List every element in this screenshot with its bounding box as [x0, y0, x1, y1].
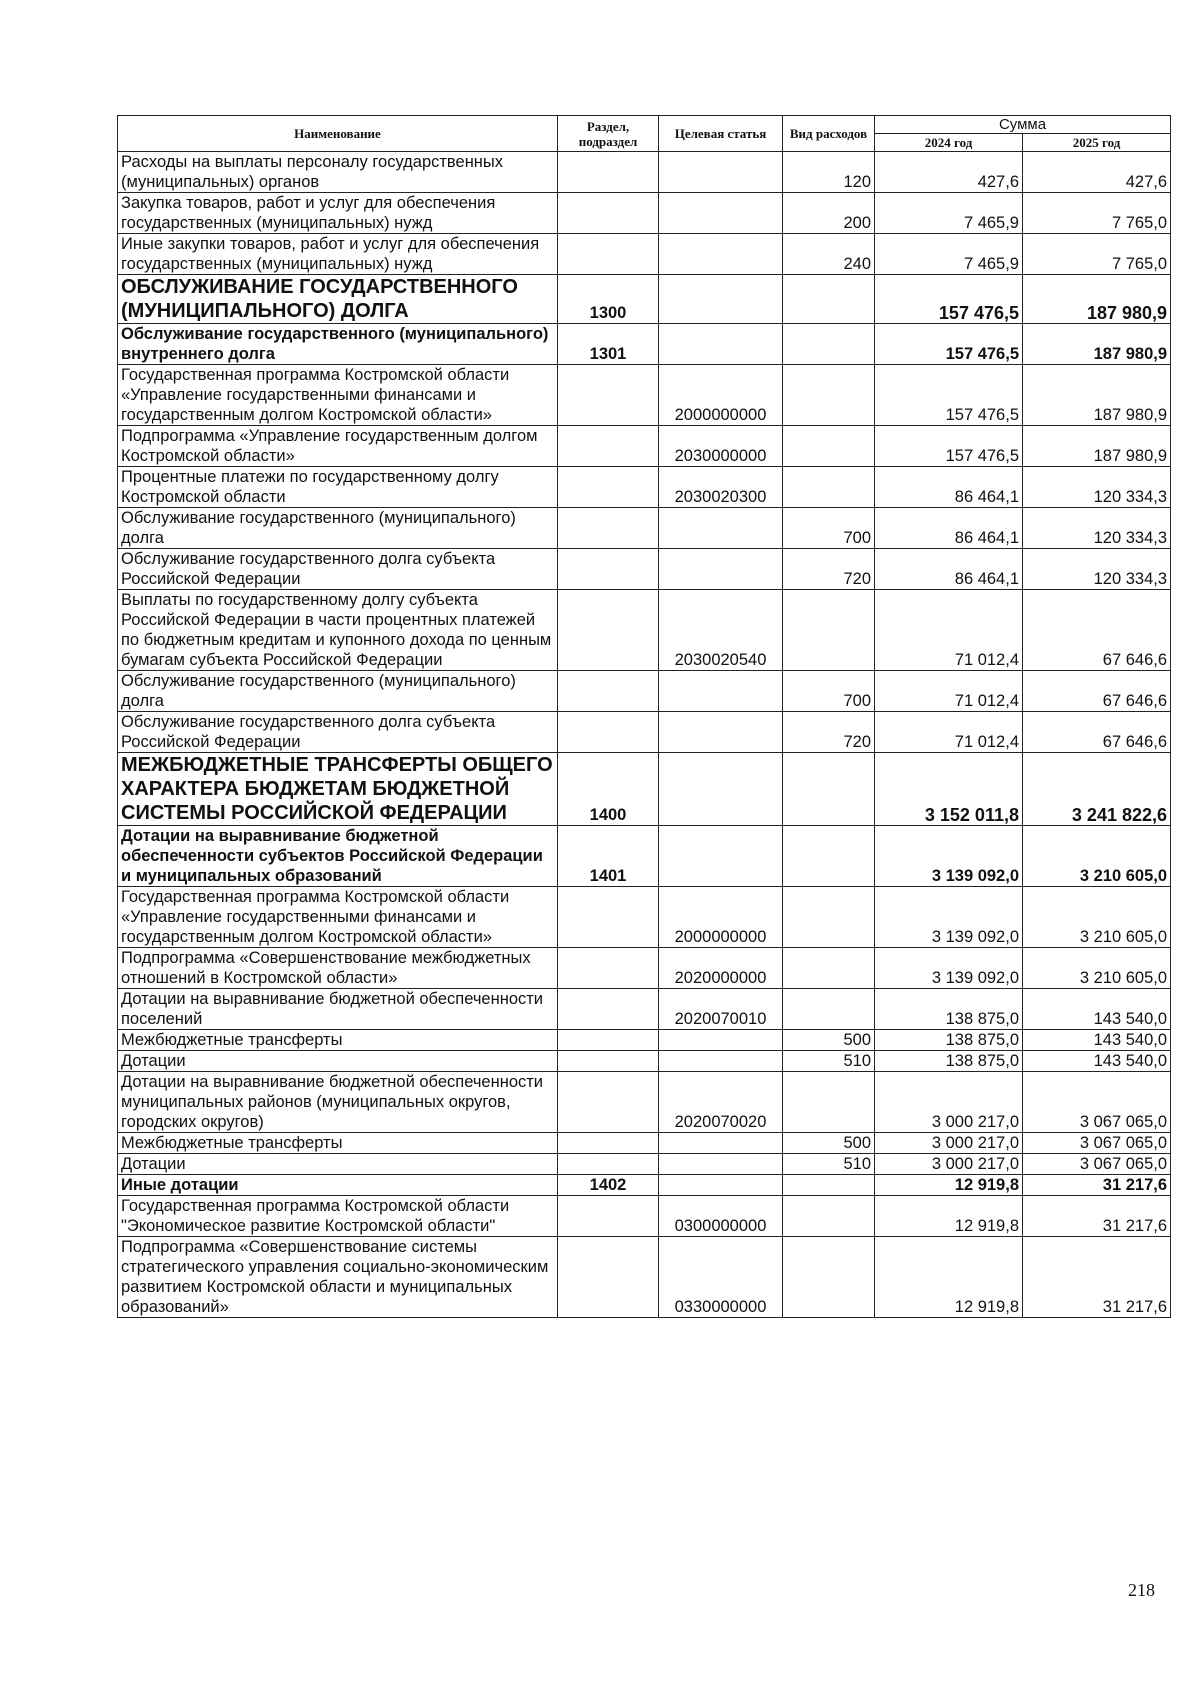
row-sum-2025: 3 067 065,0: [1023, 1154, 1171, 1175]
row-sum-2025: 3 210 605,0: [1023, 826, 1171, 887]
row-section: [558, 467, 659, 508]
row-section: [558, 989, 659, 1030]
table-row: [118, 508, 1171, 549]
row-sum-2025: 143 540,0: [1023, 1051, 1171, 1072]
row-sum-2025: 67 646,6: [1023, 712, 1171, 753]
row-sum-2024: 3 000 217,0: [875, 1154, 1023, 1175]
row-name: Закупка товаров, работ и услуг для обеспечения государственных (муниципальных) нужд: [118, 193, 558, 234]
row-sum-2024: 86 464,1: [875, 467, 1023, 508]
row-name: Дотации: [118, 1051, 558, 1072]
table-row: [118, 826, 1171, 887]
row-section: [558, 671, 659, 712]
table-row: [118, 887, 1171, 948]
header-sum: Сумма: [875, 116, 1171, 134]
row-sum-2025: 187 980,9: [1023, 426, 1171, 467]
row-name: Дотации на выравнивание бюджетной обеспеченности субъектов Российской Федерации и муниципальных образований: [118, 826, 558, 887]
row-section: [558, 1030, 659, 1051]
header-expense-type: Вид расходов: [783, 116, 875, 152]
row-target: [659, 1051, 783, 1072]
row-sum-2024: 157 476,5: [875, 426, 1023, 467]
row-name: Обслуживание государственного долга субъекта Российской Федерации: [118, 712, 558, 753]
row-sum-2025: 120 334,3: [1023, 467, 1171, 508]
row-sum-2025: 67 646,6: [1023, 590, 1171, 671]
table-row: [118, 753, 1171, 826]
row-section: 1401: [558, 826, 659, 887]
row-name: ОБСЛУЖИВАНИЕ ГОСУДАРСТВЕННОГО (МУНИЦИПАЛЬНОГО) ДОЛГА: [118, 275, 558, 324]
table-row: [118, 426, 1171, 467]
row-expense-type: 510: [783, 1051, 875, 1072]
row-sum-2024: 71 012,4: [875, 712, 1023, 753]
row-expense-type: [783, 753, 875, 826]
row-sum-2025: 3 241 822,6: [1023, 753, 1171, 826]
row-sum-2024: 12 919,8: [875, 1175, 1023, 1196]
row-expense-type: 500: [783, 1133, 875, 1154]
row-section: [558, 234, 659, 275]
table-row: [118, 1154, 1171, 1175]
row-target: 2030020300: [659, 467, 783, 508]
row-target: 2000000000: [659, 365, 783, 426]
row-sum-2025: 3 210 605,0: [1023, 948, 1171, 989]
row-sum-2025: 187 980,9: [1023, 324, 1171, 365]
table-row: [118, 234, 1171, 275]
row-section: 1400: [558, 753, 659, 826]
row-name: Государственная программа Костромской области «Управление государственными финансами и государственным долгом Костромской области»: [118, 887, 558, 948]
row-sum-2024: 7 465,9: [875, 234, 1023, 275]
row-section: [558, 590, 659, 671]
row-sum-2025: 67 646,6: [1023, 671, 1171, 712]
row-sum-2024: 71 012,4: [875, 671, 1023, 712]
row-expense-type: 720: [783, 712, 875, 753]
row-target: 2000000000: [659, 887, 783, 948]
table-header-row: [118, 116, 1171, 134]
row-target: 0300000000: [659, 1196, 783, 1237]
table-row: [118, 324, 1171, 365]
row-name: Государственная программа Костромской области «Управление государственными финансами и государственным долгом Костромской области»: [118, 365, 558, 426]
row-expense-type: [783, 426, 875, 467]
row-target: [659, 508, 783, 549]
row-target: [659, 1154, 783, 1175]
table-row: [118, 152, 1171, 193]
row-target: [659, 1175, 783, 1196]
row-section: [558, 1051, 659, 1072]
row-section: [558, 193, 659, 234]
row-target: 2020000000: [659, 948, 783, 989]
row-sum-2025: 7 765,0: [1023, 234, 1171, 275]
table-row: [118, 193, 1171, 234]
row-sum-2025: 120 334,3: [1023, 508, 1171, 549]
row-sum-2025: 31 217,6: [1023, 1196, 1171, 1237]
row-target: 2020070010: [659, 989, 783, 1030]
row-expense-type: 500: [783, 1030, 875, 1051]
row-target: [659, 712, 783, 753]
row-sum-2025: 187 980,9: [1023, 275, 1171, 324]
row-sum-2025: 120 334,3: [1023, 549, 1171, 590]
row-target: [659, 753, 783, 826]
row-expense-type: [783, 948, 875, 989]
row-target: [659, 671, 783, 712]
row-sum-2025: 7 765,0: [1023, 193, 1171, 234]
row-target: [659, 1030, 783, 1051]
row-section: [558, 887, 659, 948]
row-expense-type: 700: [783, 508, 875, 549]
row-sum-2025: 3 067 065,0: [1023, 1072, 1171, 1133]
table-row: [118, 590, 1171, 671]
row-expense-type: [783, 1175, 875, 1196]
header-year-2025: 2025 год: [1023, 134, 1171, 152]
row-section: [558, 1196, 659, 1237]
row-expense-type: 240: [783, 234, 875, 275]
row-expense-type: [783, 1196, 875, 1237]
row-target: [659, 193, 783, 234]
row-section: [558, 948, 659, 989]
row-sum-2024: 138 875,0: [875, 1030, 1023, 1051]
row-expense-type: [783, 590, 875, 671]
row-expense-type: [783, 1072, 875, 1133]
header-target: Целевая статья: [659, 116, 783, 152]
row-name: Обслуживание государственного (муниципального) внутреннего долга: [118, 324, 558, 365]
row-name: Обслуживание государственного (муниципального) долга: [118, 671, 558, 712]
row-sum-2024: 86 464,1: [875, 508, 1023, 549]
row-expense-type: [783, 826, 875, 887]
row-section: 1301: [558, 324, 659, 365]
row-sum-2025: 143 540,0: [1023, 989, 1171, 1030]
row-sum-2025: 3 210 605,0: [1023, 887, 1171, 948]
table-row: [118, 549, 1171, 590]
row-sum-2024: 3 000 217,0: [875, 1072, 1023, 1133]
row-sum-2024: 138 875,0: [875, 989, 1023, 1030]
table-row: [118, 712, 1171, 753]
table-row: [118, 1196, 1171, 1237]
header-section: Раздел, подраздел: [558, 116, 659, 152]
row-sum-2024: 138 875,0: [875, 1051, 1023, 1072]
row-sum-2024: 3 152 011,8: [875, 753, 1023, 826]
row-name: Процентные платежи по государственному долгу Костромской области: [118, 467, 558, 508]
page-number: 218: [1128, 1580, 1155, 1600]
row-sum-2024: 157 476,5: [875, 324, 1023, 365]
row-name: Расходы на выплаты персоналу государственных (муниципальных) органов: [118, 152, 558, 193]
row-expense-type: [783, 989, 875, 1030]
row-section: [558, 1154, 659, 1175]
row-expense-type: [783, 887, 875, 948]
row-name: Выплаты по государственному долгу субъекта Российской Федерации в части процентных платежей по бюджетным кредитам и купонного дохода по ценным бумагам субъекта Российской Федерации: [118, 590, 558, 671]
row-section: 1402: [558, 1175, 659, 1196]
row-sum-2024: 427,6: [875, 152, 1023, 193]
row-sum-2024: 12 919,8: [875, 1196, 1023, 1237]
row-expense-type: [783, 467, 875, 508]
row-target: 2020070020: [659, 1072, 783, 1133]
row-sum-2024: 3 139 092,0: [875, 826, 1023, 887]
row-name: Подпрограмма «Совершенствование системы стратегического управления социально-экономическим развитием Костромской области и муниципальных образований»: [118, 1237, 558, 1318]
row-sum-2025: 31 217,6: [1023, 1175, 1171, 1196]
table-row: [118, 989, 1171, 1030]
row-section: [558, 549, 659, 590]
row-name: Дотации на выравнивание бюджетной обеспеченности муниципальных районов (муниципальных округов, городских округов): [118, 1072, 558, 1133]
row-expense-type: 120: [783, 152, 875, 193]
row-expense-type: 510: [783, 1154, 875, 1175]
row-sum-2025: 31 217,6: [1023, 1237, 1171, 1318]
row-section: [558, 365, 659, 426]
row-target: [659, 275, 783, 324]
row-sum-2024: 86 464,1: [875, 549, 1023, 590]
table-row: [118, 1133, 1171, 1154]
row-expense-type: [783, 1237, 875, 1318]
row-sum-2025: 3 067 065,0: [1023, 1133, 1171, 1154]
row-expense-type: 700: [783, 671, 875, 712]
table-row: [118, 1237, 1171, 1318]
row-name: Государственная программа Костромской области "Экономическое развитие Костромской области": [118, 1196, 558, 1237]
row-sum-2024: 71 012,4: [875, 590, 1023, 671]
row-name: Обслуживание государственного долга субъекта Российской Федерации: [118, 549, 558, 590]
row-sum-2025: 427,6: [1023, 152, 1171, 193]
row-sum-2024: 7 465,9: [875, 193, 1023, 234]
row-sum-2024: 157 476,5: [875, 275, 1023, 324]
row-section: [558, 1237, 659, 1318]
row-sum-2025: 143 540,0: [1023, 1030, 1171, 1051]
row-sum-2024: 3 139 092,0: [875, 948, 1023, 989]
row-section: [558, 426, 659, 467]
row-sum-2024: 3 000 217,0: [875, 1133, 1023, 1154]
row-expense-type: [783, 324, 875, 365]
row-section: [558, 152, 659, 193]
table-row: [118, 671, 1171, 712]
row-name: Дотации: [118, 1154, 558, 1175]
row-section: 1300: [558, 275, 659, 324]
row-section: [558, 1133, 659, 1154]
row-target: 2030000000: [659, 426, 783, 467]
row-name: Межбюджетные трансферты: [118, 1030, 558, 1051]
row-section: [558, 1072, 659, 1133]
table-row: [118, 1051, 1171, 1072]
header-name: Наименование: [118, 116, 558, 152]
row-sum-2024: 3 139 092,0: [875, 887, 1023, 948]
row-target: 2030020540: [659, 590, 783, 671]
row-name: МЕЖБЮДЖЕТНЫЕ ТРАНСФЕРТЫ ОБЩЕГО ХАРАКТЕРА БЮДЖЕТАМ БЮДЖЕТНОЙ СИСТЕМЫ РОССИЙСКОЙ ФЕДЕРАЦИИ: [118, 753, 558, 826]
table-row: [118, 365, 1171, 426]
row-target: [659, 324, 783, 365]
row-target: [659, 549, 783, 590]
row-name: Иные закупки товаров, работ и услуг для обеспечения государственных (муниципальных) нужд: [118, 234, 558, 275]
table-body: [118, 152, 1171, 1318]
table-row: [118, 1030, 1171, 1051]
row-target: [659, 152, 783, 193]
row-section: [558, 712, 659, 753]
row-expense-type: [783, 275, 875, 324]
row-expense-type: 720: [783, 549, 875, 590]
row-sum-2024: 12 919,8: [875, 1237, 1023, 1318]
row-name: Обслуживание государственного (муниципального) долга: [118, 508, 558, 549]
row-target: [659, 826, 783, 887]
row-sum-2024: 157 476,5: [875, 365, 1023, 426]
row-sum-2025: 187 980,9: [1023, 365, 1171, 426]
row-name: Дотации на выравнивание бюджетной обеспеченности поселений: [118, 989, 558, 1030]
row-target: 0330000000: [659, 1237, 783, 1318]
header-year-2024: 2024 год: [875, 134, 1023, 152]
row-target: [659, 1133, 783, 1154]
row-expense-type: 200: [783, 193, 875, 234]
table-row: [118, 467, 1171, 508]
table-row: [118, 1175, 1171, 1196]
row-section: [558, 508, 659, 549]
table-row: [118, 275, 1171, 324]
row-name: Иные дотации: [118, 1175, 558, 1196]
budget-table: [117, 115, 1171, 1318]
row-expense-type: [783, 365, 875, 426]
row-name: Подпрограмма «Управление государственным долгом Костромской области»: [118, 426, 558, 467]
row-target: [659, 234, 783, 275]
row-name: Подпрограмма «Совершенствование межбюджетных отношений в Костромской области»: [118, 948, 558, 989]
table-row: [118, 1072, 1171, 1133]
table-row: [118, 948, 1171, 989]
row-name: Межбюджетные трансферты: [118, 1133, 558, 1154]
